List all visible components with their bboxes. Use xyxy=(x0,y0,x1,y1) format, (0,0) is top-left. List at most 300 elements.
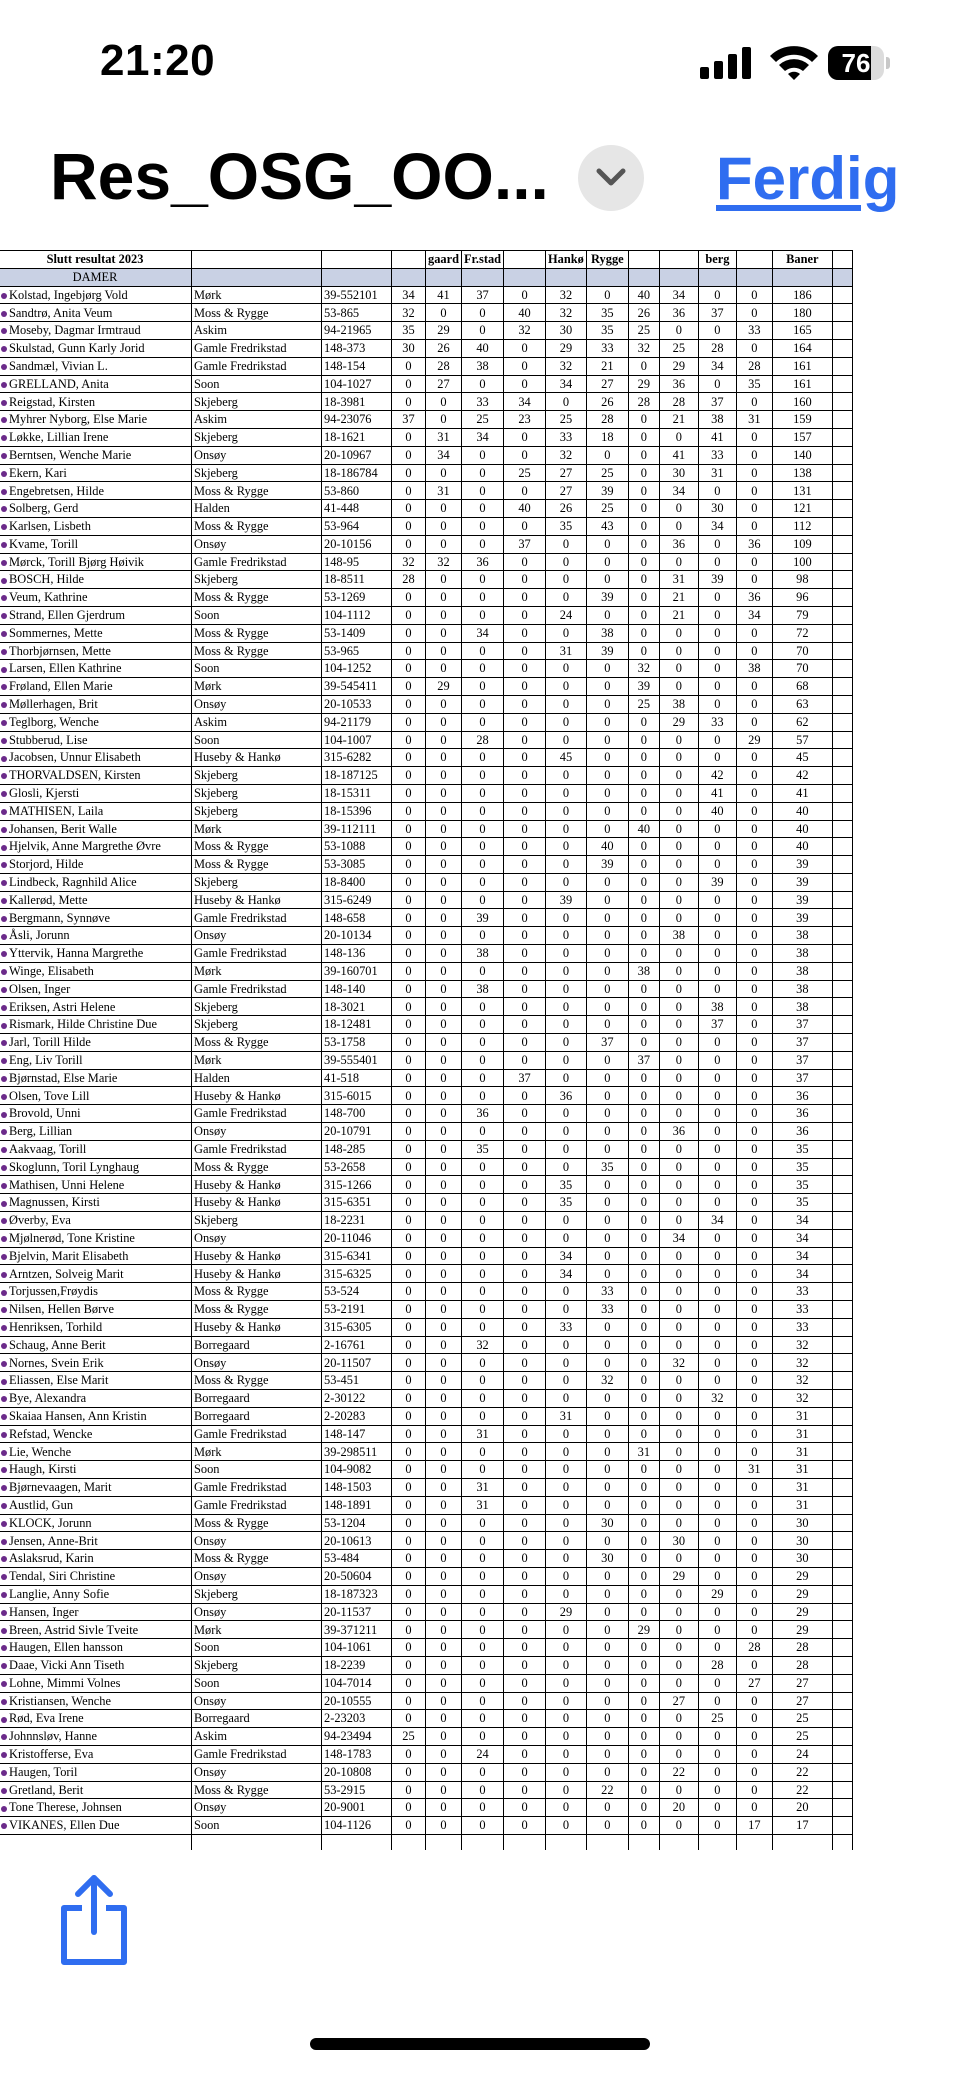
table-cell xyxy=(832,357,852,375)
course-score: 0 xyxy=(504,838,546,856)
course-score: 0 xyxy=(461,695,503,713)
course-score: 0 xyxy=(546,1532,587,1550)
course-score: 0 xyxy=(426,1710,462,1728)
course-score: 0 xyxy=(392,856,426,874)
course-score: 0 xyxy=(659,1781,698,1799)
table-cell xyxy=(832,428,852,446)
course-score: 0 xyxy=(628,784,659,802)
course-score: 34 xyxy=(698,1212,736,1230)
player-name xyxy=(0,304,192,322)
player-name xyxy=(0,339,192,357)
course-score: 0 xyxy=(504,998,546,1016)
document-view[interactable] xyxy=(0,250,960,1850)
player-name-text: Møllerhagen, Brit xyxy=(9,697,98,712)
course-score: 0 xyxy=(392,642,426,660)
club-name: Askim xyxy=(192,713,322,731)
course-score: 31 xyxy=(426,428,462,446)
row-marker xyxy=(1,934,7,940)
table-row xyxy=(0,927,852,945)
player-name xyxy=(0,820,192,838)
course-score: 29 xyxy=(659,357,698,375)
course-score: 37 xyxy=(698,393,736,411)
table-row xyxy=(0,517,852,535)
course-score: 0 xyxy=(426,1087,462,1105)
member-id: 53-965 xyxy=(322,642,392,660)
course-score: 0 xyxy=(659,1034,698,1052)
column-header: Hankø xyxy=(546,251,587,269)
course-score: 0 xyxy=(426,1016,462,1034)
course-score: 18 xyxy=(586,428,628,446)
course-score: 0 xyxy=(546,393,587,411)
course-score: 25 xyxy=(504,464,546,482)
table-row xyxy=(0,909,852,927)
course-score: 0 xyxy=(736,553,772,571)
course-score: 0 xyxy=(586,1016,628,1034)
course-score: 0 xyxy=(698,945,736,963)
table-cell xyxy=(832,749,852,767)
course-score: 0 xyxy=(698,1336,736,1354)
course-score: 0 xyxy=(736,1799,772,1817)
course-score: 0 xyxy=(586,678,628,696)
table-cell xyxy=(832,1799,852,1817)
course-score: 0 xyxy=(426,909,462,927)
course-score: 0 xyxy=(628,1478,659,1496)
row-marker xyxy=(1,382,7,388)
course-score: 0 xyxy=(736,393,772,411)
total-score: 30 xyxy=(772,1514,832,1532)
total-score: 34 xyxy=(772,1212,832,1230)
course-score: 0 xyxy=(659,1212,698,1230)
player-name-text: Brovold, Unni xyxy=(9,1106,81,1121)
course-score: 0 xyxy=(698,1817,736,1835)
total-score: 33 xyxy=(772,1318,832,1336)
row-marker xyxy=(1,1254,7,1260)
course-score: 0 xyxy=(392,838,426,856)
player-name xyxy=(0,1763,192,1781)
member-id: 53-3085 xyxy=(322,856,392,874)
table-cell xyxy=(832,1550,852,1568)
course-score: 0 xyxy=(659,1069,698,1087)
club-name: Skjeberg xyxy=(192,767,322,785)
course-score: 34 xyxy=(659,1229,698,1247)
course-score: 0 xyxy=(659,1478,698,1496)
course-score: 0 xyxy=(698,1354,736,1372)
course-score: 41 xyxy=(698,784,736,802)
done-button[interactable]: Ferdig xyxy=(716,145,900,212)
player-name-text: Kvame, Torill xyxy=(9,536,79,551)
table-cell xyxy=(832,945,852,963)
total-score: 29 xyxy=(772,1585,832,1603)
player-name-text: Gretland, Berit xyxy=(9,1782,84,1797)
member-id: 148-147 xyxy=(322,1425,392,1443)
course-score: 29 xyxy=(546,1603,587,1621)
table-row xyxy=(0,802,852,820)
course-score: 30 xyxy=(392,339,426,357)
course-score: 0 xyxy=(546,784,587,802)
row-marker xyxy=(1,702,7,708)
total-score: 36 xyxy=(772,1087,832,1105)
player-name-text: Breen, Astrid Sivle Tveite xyxy=(9,1622,139,1637)
player-name xyxy=(0,1496,192,1514)
course-score: 0 xyxy=(736,1212,772,1230)
member-id: 18-2231 xyxy=(322,1212,392,1230)
course-score: 0 xyxy=(628,1105,659,1123)
member-id: 53-860 xyxy=(322,482,392,500)
course-score: 0 xyxy=(426,1354,462,1372)
course-score: 0 xyxy=(426,642,462,660)
course-score: 0 xyxy=(426,1069,462,1087)
row-marker xyxy=(1,1717,7,1723)
course-score: 26 xyxy=(586,393,628,411)
course-score: 0 xyxy=(504,1639,546,1657)
table-row xyxy=(0,571,852,589)
player-name-text: Mathisen, Unni Helene xyxy=(9,1177,125,1192)
club-name: Huseby & Hankø xyxy=(192,1176,322,1194)
course-score: 40 xyxy=(698,802,736,820)
course-score: 0 xyxy=(504,695,546,713)
course-score: 0 xyxy=(628,1745,659,1763)
status-bar xyxy=(0,0,960,130)
course-score: 25 xyxy=(628,695,659,713)
course-score: 0 xyxy=(659,1016,698,1034)
player-name xyxy=(0,713,192,731)
row-marker xyxy=(1,1147,7,1153)
course-score: 0 xyxy=(659,1390,698,1408)
course-score: 0 xyxy=(546,1016,587,1034)
course-score: 0 xyxy=(461,802,503,820)
club-name: Gamle Fredrikstad xyxy=(192,980,322,998)
member-id: 315-6341 xyxy=(322,1247,392,1265)
member-id: 53-964 xyxy=(322,517,392,535)
course-score: 0 xyxy=(586,1567,628,1585)
member-id: 20-10967 xyxy=(322,446,392,464)
player-name-text: Engebretsen, Hilde xyxy=(9,483,104,498)
course-score: 0 xyxy=(698,1140,736,1158)
player-name-text: Skoglunn, Toril Lynghaug xyxy=(9,1159,140,1174)
total-score: 41 xyxy=(772,784,832,802)
course-score: 35 xyxy=(736,375,772,393)
course-score: 0 xyxy=(546,1478,587,1496)
member-id: 53-1409 xyxy=(322,624,392,642)
row-marker xyxy=(1,1201,7,1207)
course-score: 0 xyxy=(392,1283,426,1301)
course-score: 0 xyxy=(659,1550,698,1568)
table-row xyxy=(0,446,852,464)
member-id: 39-371211 xyxy=(322,1621,392,1639)
total-score: 20 xyxy=(772,1799,832,1817)
course-score: 0 xyxy=(586,873,628,891)
course-score: 0 xyxy=(698,1728,736,1746)
status-time: 21:20 xyxy=(100,36,216,85)
table-cell xyxy=(832,1318,852,1336)
club-name: Skjeberg xyxy=(192,428,322,446)
course-score: 30 xyxy=(659,1532,698,1550)
course-score: 0 xyxy=(546,1336,587,1354)
table-cell xyxy=(546,1834,587,1850)
course-score: 0 xyxy=(426,820,462,838)
club-name: Gamle Fredrikstad xyxy=(192,1496,322,1514)
course-score: 0 xyxy=(546,713,587,731)
course-score: 35 xyxy=(392,322,426,340)
course-score: 0 xyxy=(461,1443,503,1461)
course-score: 0 xyxy=(546,1585,587,1603)
table-cell xyxy=(832,1692,852,1710)
course-score: 0 xyxy=(659,1140,698,1158)
course-score: 0 xyxy=(586,1229,628,1247)
course-score: 0 xyxy=(628,1496,659,1514)
course-score: 0 xyxy=(736,1123,772,1141)
total-score: 39 xyxy=(772,891,832,909)
course-score: 0 xyxy=(628,446,659,464)
table-cell xyxy=(832,1229,852,1247)
player-name xyxy=(0,1585,192,1603)
course-score: 0 xyxy=(586,1532,628,1550)
course-score: 0 xyxy=(392,1425,426,1443)
course-score: 0 xyxy=(392,1763,426,1781)
course-score: 0 xyxy=(426,1105,462,1123)
course-score: 39 xyxy=(586,482,628,500)
column-header xyxy=(832,251,852,269)
course-score: 0 xyxy=(461,589,503,607)
row-marker xyxy=(1,1396,7,1402)
member-id: 20-10134 xyxy=(322,927,392,945)
course-score: 0 xyxy=(546,1425,587,1443)
course-score: 28 xyxy=(586,411,628,429)
member-id: 20-9001 xyxy=(322,1799,392,1817)
course-score: 0 xyxy=(736,1407,772,1425)
total-score: 131 xyxy=(772,482,832,500)
club-name: Mørk xyxy=(192,678,322,696)
total-score: 37 xyxy=(772,1069,832,1087)
club-name: Skjeberg xyxy=(192,873,322,891)
course-score: 0 xyxy=(659,624,698,642)
player-name xyxy=(0,357,192,375)
course-score: 0 xyxy=(392,1621,426,1639)
course-score: 37 xyxy=(586,1034,628,1052)
course-score: 0 xyxy=(586,1265,628,1283)
row-marker xyxy=(1,346,7,352)
course-score: 0 xyxy=(504,446,546,464)
course-score: 0 xyxy=(628,589,659,607)
table-cell xyxy=(832,891,852,909)
course-score: 0 xyxy=(698,1123,736,1141)
club-name: Moss & Rygge xyxy=(192,856,322,874)
table-row xyxy=(0,1051,852,1069)
course-score: 0 xyxy=(586,1692,628,1710)
course-score: 0 xyxy=(392,1710,426,1728)
course-score: 41 xyxy=(426,286,462,304)
table-row xyxy=(0,980,852,998)
row-marker xyxy=(1,1112,7,1118)
player-name xyxy=(0,589,192,607)
player-name xyxy=(0,1051,192,1069)
course-score: 34 xyxy=(546,1247,587,1265)
title-menu-button[interactable] xyxy=(578,145,644,211)
course-score: 25 xyxy=(659,339,698,357)
player-name xyxy=(0,428,192,446)
table-row xyxy=(0,1336,852,1354)
course-score: 0 xyxy=(736,1710,772,1728)
member-id: 53-451 xyxy=(322,1372,392,1390)
course-score: 0 xyxy=(736,1621,772,1639)
course-score: 0 xyxy=(426,802,462,820)
course-score: 0 xyxy=(504,731,546,749)
player-name xyxy=(0,1283,192,1301)
course-score: 32 xyxy=(546,357,587,375)
course-score: 0 xyxy=(736,927,772,945)
course-score: 39 xyxy=(698,571,736,589)
row-marker xyxy=(1,667,7,673)
course-score: 0 xyxy=(628,1034,659,1052)
player-name-text: Refstad, Wencke xyxy=(9,1426,93,1441)
course-score: 0 xyxy=(461,1087,503,1105)
course-score: 21 xyxy=(659,411,698,429)
table-row xyxy=(0,1301,852,1319)
course-score: 0 xyxy=(426,1781,462,1799)
column-header: berg xyxy=(698,251,736,269)
course-score: 0 xyxy=(736,339,772,357)
total-score: 37 xyxy=(772,1051,832,1069)
course-score: 33 xyxy=(546,428,587,446)
member-id: 53-524 xyxy=(322,1283,392,1301)
player-name xyxy=(0,998,192,1016)
table-cell xyxy=(832,482,852,500)
course-score: 0 xyxy=(426,411,462,429)
member-id: 148-154 xyxy=(322,357,392,375)
table-cell xyxy=(832,1158,852,1176)
table-cell xyxy=(392,268,426,286)
table-row xyxy=(0,891,852,909)
course-score: 0 xyxy=(461,1247,503,1265)
course-score: 0 xyxy=(504,1567,546,1585)
course-score: 0 xyxy=(504,1817,546,1835)
club-name: Gamle Fredrikstad xyxy=(192,1140,322,1158)
club-name: Onsøy xyxy=(192,535,322,553)
table-cell xyxy=(832,393,852,411)
course-score: 0 xyxy=(504,1140,546,1158)
table-cell xyxy=(832,1674,852,1692)
course-score: 0 xyxy=(392,998,426,1016)
table-row xyxy=(0,1194,852,1212)
course-score: 31 xyxy=(461,1478,503,1496)
player-name xyxy=(0,1158,192,1176)
member-id: 20-11507 xyxy=(322,1354,392,1372)
table-cell xyxy=(504,1834,546,1850)
course-score: 0 xyxy=(659,1301,698,1319)
course-score: 0 xyxy=(698,624,736,642)
course-score: 0 xyxy=(628,1158,659,1176)
course-score: 0 xyxy=(392,802,426,820)
player-name xyxy=(0,695,192,713)
course-score: 0 xyxy=(504,1585,546,1603)
club-name: Onsøy xyxy=(192,927,322,945)
course-score: 0 xyxy=(392,767,426,785)
course-score: 0 xyxy=(698,1763,736,1781)
course-score: 0 xyxy=(736,891,772,909)
course-score: 38 xyxy=(659,927,698,945)
course-score: 0 xyxy=(392,1496,426,1514)
player-name-text: Kristofferse, Eva xyxy=(9,1747,94,1762)
course-score: 0 xyxy=(392,1603,426,1621)
course-score: 0 xyxy=(628,1656,659,1674)
course-score: 0 xyxy=(698,589,736,607)
course-score: 0 xyxy=(628,856,659,874)
player-name xyxy=(0,1621,192,1639)
course-score: 0 xyxy=(736,1158,772,1176)
course-score: 0 xyxy=(586,1710,628,1728)
course-score: 0 xyxy=(392,1301,426,1319)
table-cell xyxy=(192,268,322,286)
table-cell xyxy=(832,1336,852,1354)
table-row xyxy=(0,1550,852,1568)
course-score: 0 xyxy=(392,1229,426,1247)
course-score: 0 xyxy=(504,1496,546,1514)
total-score: 34 xyxy=(772,1265,832,1283)
table-cell xyxy=(832,1461,852,1479)
course-score: 0 xyxy=(628,873,659,891)
course-score: 0 xyxy=(461,1229,503,1247)
table-row xyxy=(0,1318,852,1336)
player-name xyxy=(0,1034,192,1052)
table-row xyxy=(0,1532,852,1550)
table-cell xyxy=(832,464,852,482)
table-cell xyxy=(832,927,852,945)
course-score: 0 xyxy=(546,1105,587,1123)
column-header xyxy=(322,251,392,269)
member-id: 2-20283 xyxy=(322,1407,392,1425)
table-cell xyxy=(659,1834,698,1850)
table-row xyxy=(0,856,852,874)
course-score: 0 xyxy=(461,749,503,767)
course-score: 0 xyxy=(426,1674,462,1692)
course-score: 0 xyxy=(392,1656,426,1674)
course-score: 0 xyxy=(461,1390,503,1408)
share-button[interactable] xyxy=(56,1872,132,1968)
course-score: 0 xyxy=(426,393,462,411)
table-cell xyxy=(832,1745,852,1763)
course-score: 36 xyxy=(659,1123,698,1141)
course-score: 30 xyxy=(586,1550,628,1568)
course-score: 0 xyxy=(586,660,628,678)
course-score: 0 xyxy=(504,1212,546,1230)
table-cell xyxy=(504,268,546,286)
course-score: 0 xyxy=(461,856,503,874)
total-score: 161 xyxy=(772,375,832,393)
course-score: 0 xyxy=(504,286,546,304)
course-score: 0 xyxy=(698,1745,736,1763)
course-score: 0 xyxy=(736,1781,772,1799)
course-score: 0 xyxy=(586,998,628,1016)
course-score: 0 xyxy=(426,1301,462,1319)
total-score: 165 xyxy=(772,322,832,340)
player-name-text: Johnnsløv, Hanne xyxy=(9,1729,97,1744)
course-score: 0 xyxy=(461,482,503,500)
table-row xyxy=(0,784,852,802)
table-row xyxy=(0,1087,852,1105)
table-cell xyxy=(832,962,852,980)
course-score: 0 xyxy=(628,624,659,642)
course-score: 0 xyxy=(546,589,587,607)
club-name: Moss & Rygge xyxy=(192,589,322,607)
course-score: 0 xyxy=(461,1158,503,1176)
table-cell xyxy=(832,802,852,820)
course-score: 21 xyxy=(659,606,698,624)
player-name xyxy=(0,606,192,624)
course-score: 0 xyxy=(698,322,736,340)
course-score: 0 xyxy=(698,1621,736,1639)
member-id: 53-865 xyxy=(322,304,392,322)
table-row xyxy=(0,1425,852,1443)
